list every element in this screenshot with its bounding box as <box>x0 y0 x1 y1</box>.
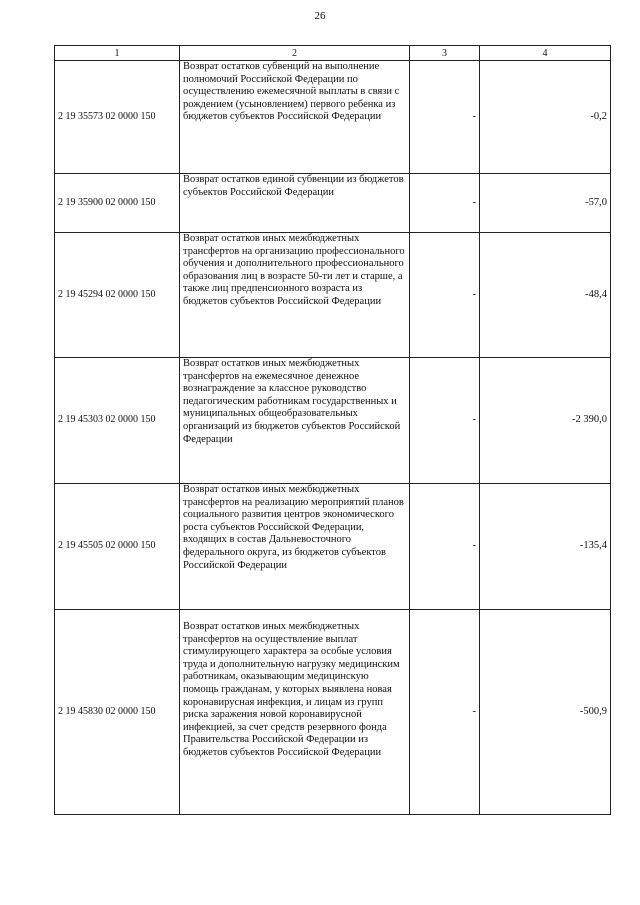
column-header-3: 3 <box>410 46 480 61</box>
item-description: Возврат остатков иных межбюджетных трансфертов на реализацию мероприятий планов социального развития центров экономического роста субъектов Российской Федерации, входящих в состав Дальневосточного федерального округа, из бюджетов субъектов Российской Федерации <box>180 484 410 610</box>
table-row <box>55 233 611 358</box>
budget-code: 2 19 35573 02 0000 150 <box>55 61 180 174</box>
budget-code: 2 19 45505 02 0000 150 <box>55 484 180 610</box>
column-3-value: - <box>410 233 480 358</box>
budget-code: 2 19 45830 02 0000 150 <box>55 610 180 815</box>
budget-code: 2 19 45294 02 0000 150 <box>55 233 180 358</box>
amount-value: -48,4 <box>480 233 611 358</box>
table-row <box>55 358 611 484</box>
column-header-4: 4 <box>480 46 611 61</box>
item-description: Возврат остатков иных межбюджетных трансфертов на организацию профессионального обучения и дополнительного профессионального образования лиц в возрасте 50-ти лет и старше, а также лиц предпенсионного возраста из бюджетов субъектов Российской Федерации <box>180 233 410 358</box>
column-header-2: 2 <box>180 46 410 61</box>
column-3-value: - <box>410 61 480 174</box>
amount-value: -135,4 <box>480 484 611 610</box>
column-3-value: - <box>410 484 480 610</box>
budget-table <box>54 45 611 815</box>
item-description: Возврат остатков иных межбюджетных трансфертов на осуществление выплат стимулирующего характера за особые условия труда и дополнительную нагрузку медицинским работникам, оказывающим медицинскую помощь гражданам, у которых выявлена новая коронавирусная инфекция, и лицам из групп риска заражения новой коронавирусной инфекцией, за счет средств резервного фонда Правительства Российской Федерации из бюджетов субъектов Российской Федерации <box>180 610 410 815</box>
column-header-1: 1 <box>55 46 180 61</box>
column-3-value: - <box>410 174 480 233</box>
table-row <box>55 61 611 174</box>
table-row <box>55 174 611 233</box>
item-description: Возврат остатков иных межбюджетных трансфертов на ежемесячное денежное вознаграждение за классное руководство педагогическим работникам государственных и муниципальных общеобразовательных организаций из бюджетов субъектов Российской Федерации <box>180 358 410 484</box>
item-description: Возврат остатков единой субвенции из бюджетов субъектов Российской Федерации <box>180 174 410 233</box>
amount-value: -0,2 <box>480 61 611 174</box>
table-row <box>55 610 611 815</box>
budget-code: 2 19 45303 02 0000 150 <box>55 358 180 484</box>
amount-value: -2 390,0 <box>480 358 611 484</box>
amount-value: -500,9 <box>480 610 611 815</box>
budget-code: 2 19 35900 02 0000 150 <box>55 174 180 233</box>
table-row <box>55 484 611 610</box>
table-header-row <box>55 46 611 61</box>
column-3-value: - <box>410 610 480 815</box>
item-description: Возврат остатков субвенций на выполнение полномочий Российской Федерации по осуществлению ежемесячной выплаты в связи с рождением (усыновлением) первого ребенка из бюджетов субъектов Российской Федерации <box>180 61 410 174</box>
page-number: 26 <box>314 10 326 22</box>
column-3-value: - <box>410 358 480 484</box>
amount-value: -57,0 <box>480 174 611 233</box>
